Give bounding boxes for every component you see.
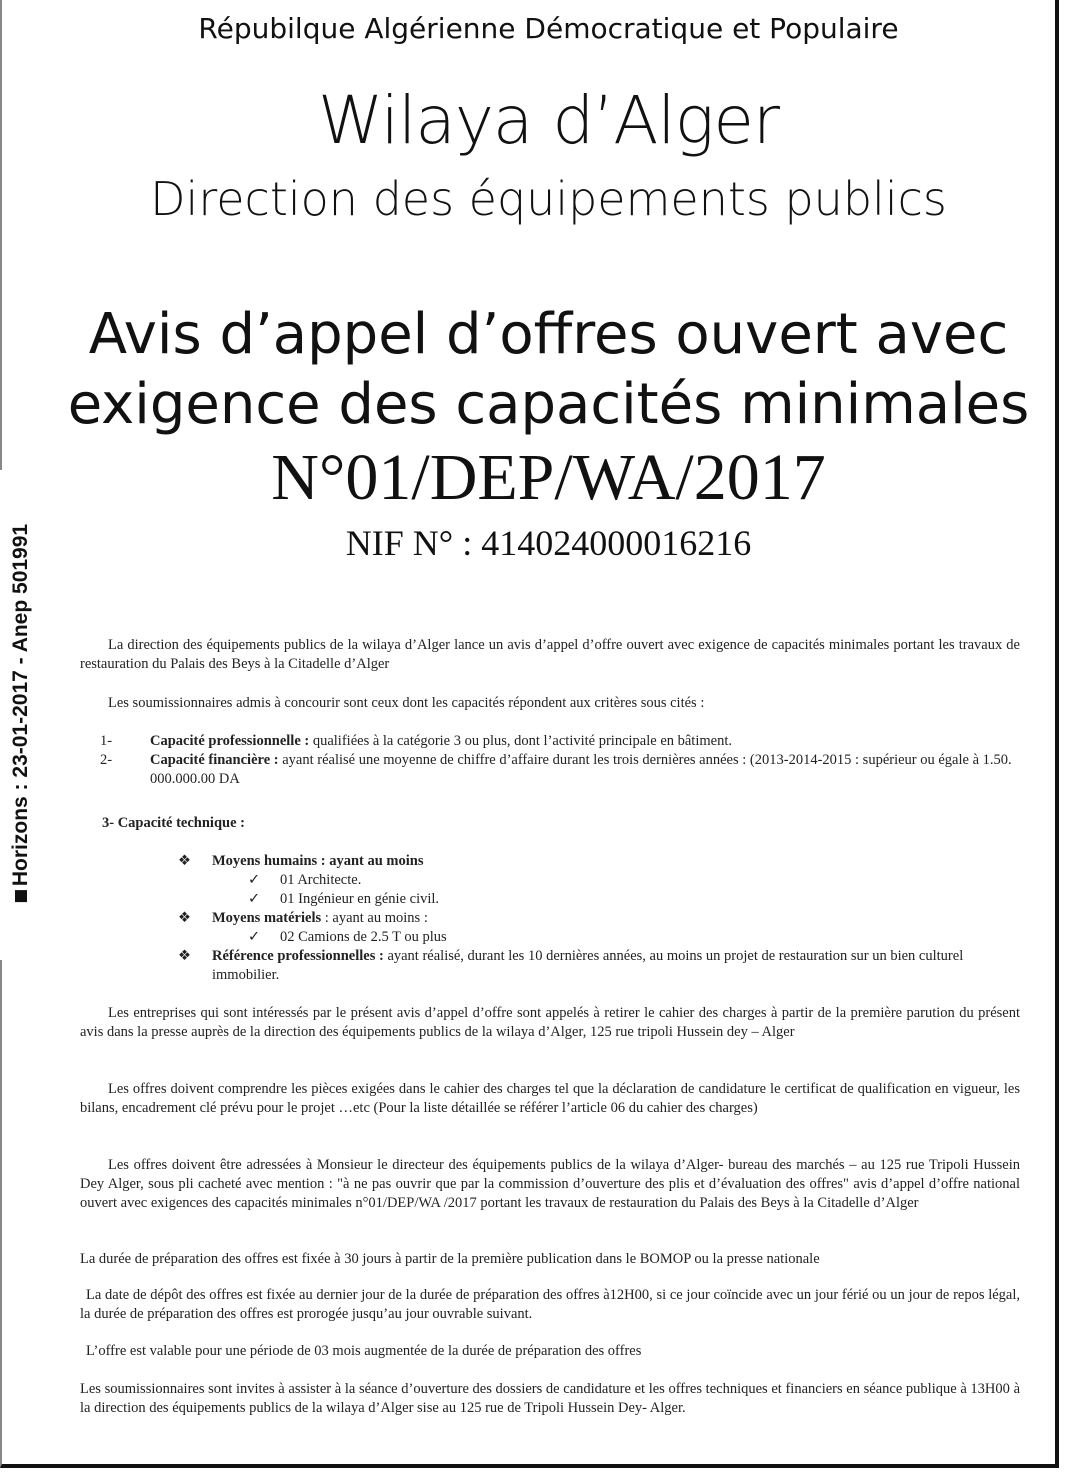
checkmark-icon: ✓ [248, 872, 261, 888]
reference-text: ayant réalisé, durant les 10 dernières années, au moins un projet de restauration sur un bien culturel immobilier. [212, 948, 964, 983]
criteria-list [80, 732, 1020, 789]
technique-list [80, 852, 1020, 985]
depot-text: La date de dépôt des offres est fixée au dernier jour de la durée de préparation des offres à12H00, si ce jour coïncide avec un jour férié ou un jour de repos légal, la durée de préparation des offres est prorogée jusqu’au jour ouvrable suivant. [80, 1287, 1020, 1322]
list-item [80, 732, 1020, 751]
reference-label: Référence professionnelles : [212, 948, 384, 964]
list-item [80, 871, 1020, 890]
technique-section [80, 814, 1020, 833]
validite-paragraph [80, 1342, 1020, 1361]
pieces-text: Les offres doivent comprendre les pièces exigées dans le cahier des charges tel que la déclaration de candidature le certificat de qualification en vigueur, les bilans, encadrement clé prévu pour le projet …etc (Pour la liste détaillée se référer l’article 06 du cahier des charges) [80, 1081, 1020, 1116]
technique-label: 3- Capacité technique : [102, 815, 245, 831]
seance-text: Les soumissionnaires sont invites à assister à la séance d’ouverture des dossiers de candidature et les offres techniques et financiers en séance publique à 13H00 à la direction des équipements publics de la wilaya d’Alger sise au 125 rue de Tripoli Hussein Dey- Alger. [80, 1381, 1020, 1416]
humain-item: 01 Ingénieur en génie civil. [280, 891, 440, 907]
direction-heading: Direction des équipements publics [150, 172, 947, 226]
pieces-paragraph [80, 1080, 1020, 1118]
list-item [80, 890, 1020, 909]
diamond-bullet-icon: ❖ [178, 948, 191, 964]
admis-text: Les soumissionnaires admis à concourir sont ceux dont les capacités répondent aux critères sous cités : [108, 695, 705, 711]
list-item [80, 909, 1020, 928]
checkmark-icon: ✓ [248, 929, 261, 945]
materiel-item: 02 Camions de 2.5 T ou plus [280, 929, 447, 945]
adresse-paragraph [80, 1156, 1020, 1213]
adresse-text: Les offres doivent être adressées à Monsieur le directeur des équipements publics de la wilaya d’Alger- bureau des marchés – au 125 rue Tripoli Hussein Dey Alger, sous pli cacheté avec mention : "à ne pas ouvrir que par la commission d’ouverture des plis et d’évaluation des offres" avis d’appel d’offre national ouvert avec exigences des capacités minimales n°01/DEP/WA /2017 portant les travaux de restauration du Palais des Beys à la Citadelle d’Alger [80, 1157, 1020, 1211]
seance-paragraph [80, 1380, 1020, 1418]
side-label-text: Horizons : 23-01-2017 - Anep 501991 [9, 523, 32, 887]
admis-paragraph [80, 694, 1020, 713]
intro-text: La direction des équipements publics de la wilaya d’Alger lance un avis d’appel d’offre ouvert avec exigence de capacités minimales portant les travaux de restauration du Palais des Beys à la Citadelle d’Alger [80, 637, 1020, 672]
intro-paragraph [80, 636, 1020, 674]
depot-paragraph [80, 1286, 1020, 1324]
moyens-humains: Moyens humains : ayant au moins [212, 853, 424, 869]
list-item [80, 928, 1020, 947]
criteria-label: Capacité professionnelle : [150, 733, 310, 749]
criteria-text: qualifiées à la catégorie 3 ou plus, dont l’activité principale en bâtiment. [309, 733, 732, 749]
diamond-bullet-icon: ❖ [178, 853, 191, 869]
title-line-1: Avis d’appel d’offres ouvert avec [88, 302, 1009, 367]
criteria-text: ayant réalisé une moyenne de chiffre d’affaire durant les trois dernières années : (2013-2014-2015 : supérieur ou égale à 1.50. 000.000.00 DA [150, 752, 1012, 787]
notice-title [40, 300, 1057, 440]
notice-number: N°01/DEP/WA/2017 [271, 441, 826, 514]
diamond-bullet-icon: ❖ [178, 910, 191, 926]
list-number: 1- [100, 733, 113, 749]
retrait-paragraph [80, 1004, 1020, 1042]
wilaya-heading: Wilaya d’Alger [317, 82, 780, 159]
list-item [80, 852, 1020, 871]
nif-number: NIF N° : 414024000016216 [345, 523, 752, 563]
moyens-materiels-text: : ayant au moins : [321, 910, 428, 926]
criteria-label: Capacité financière : [150, 752, 279, 768]
list-item [80, 947, 1020, 985]
checkmark-icon: ✓ [248, 891, 261, 907]
title-line-2: exigence des capacités minimales [67, 372, 1030, 437]
republic-heading: Répubilque Algérienne Démocratique et Populaire [198, 12, 899, 45]
duree-paragraph [80, 1250, 1020, 1269]
humain-item: 01 Architecte. [280, 872, 362, 888]
moyens-materiels-label: Moyens matériels [212, 910, 322, 926]
retrait-text: Les entreprises qui sont intéressés par le présent avis d’appel d’offre sont appelés à retirer le cahier des charges à partir de la première parution du présent avis dans la presse auprès de la direction des équipements publics de la wilaya d’Alger, 125 rue tripoli Hussein dey – Alger [80, 1005, 1020, 1040]
side-label [9, 524, 33, 902]
square-icon [15, 890, 27, 902]
list-number: 2- [100, 752, 113, 768]
duree-text: La durée de préparation des offres est fixée à 30 jours à partir de la première publication dans le BOMOP ou la presse nationale [80, 1251, 820, 1267]
list-item [80, 751, 1020, 789]
validite-text: L’offre est valable pour une période de 03 mois augmentée de la durée de préparation des offres [86, 1343, 642, 1359]
